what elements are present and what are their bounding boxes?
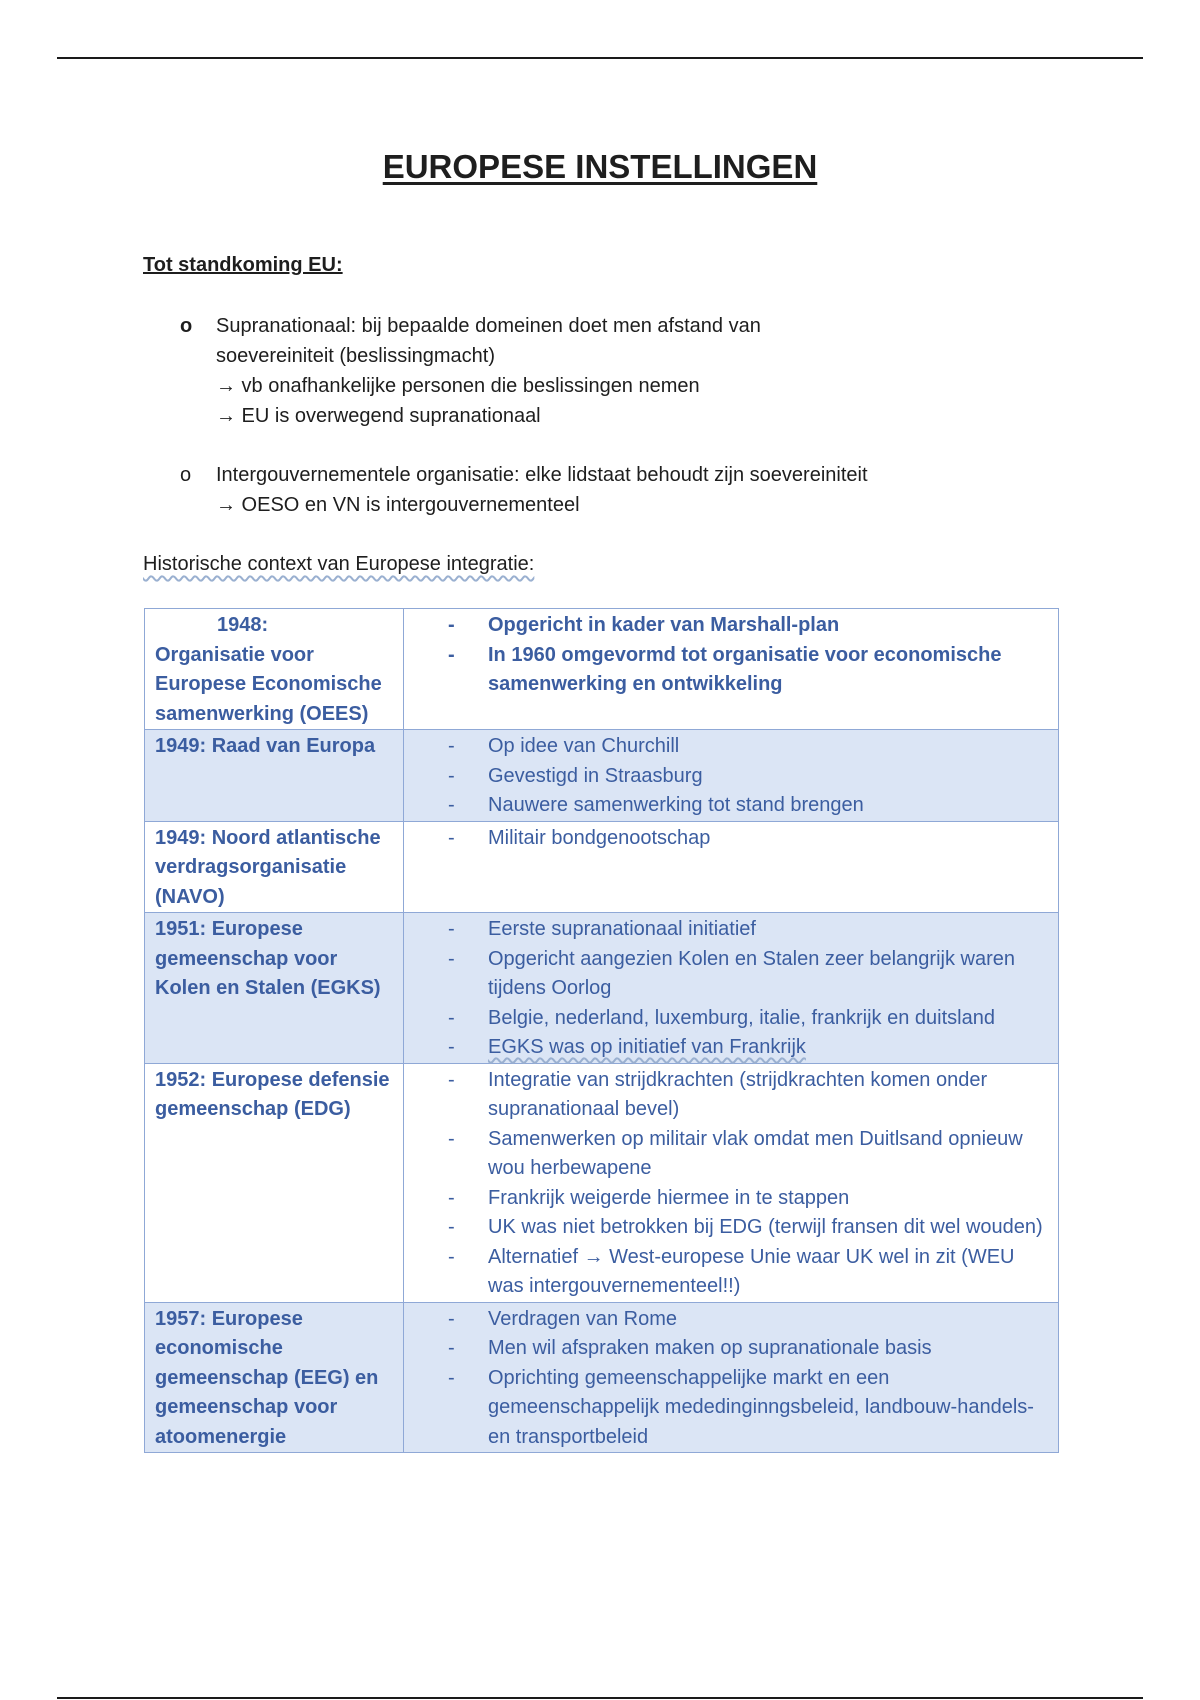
item-text: Samenwerken op militair vlak omdat men Duitlsand opnieuw wou herbewapene [488, 1127, 1023, 1179]
section-heading-historische-context: Historische context van Europese integratie: [143, 553, 535, 575]
row-details [404, 821, 1059, 913]
row-label: 1951: Europese gemeenschap voor Kolen en Stalen (EGKS) [145, 913, 404, 1064]
row-name: Organisatie voor Europese Economische samenwerking (OEES) [155, 643, 382, 725]
row-details [404, 730, 1059, 822]
list-item [404, 732, 1048, 762]
dash-marker: - [448, 764, 455, 787]
item-text: Integratie van strijdkrachten (strijdkrachten komen onder supranationaal bevel) [488, 1068, 988, 1120]
dash-marker: - [448, 1186, 455, 1209]
list-item [404, 1334, 1048, 1364]
item-text: UK was niet betrokken bij EDG (terwijl fransen dit wel wouden) [488, 1216, 1043, 1238]
item-text: Militair bondgenootschap [488, 826, 711, 849]
dash-marker: - [448, 614, 455, 636]
list-item [404, 641, 1048, 700]
section-heading-tot-standkoming: Tot standkoming EU: [143, 254, 343, 276]
item-text: Verdragen van Rome [488, 1307, 678, 1330]
item-text: Oprichting gemeenschappelijke markt en een gemeenschappelijk mededinginngsbeleid, landbouw-handels- en transportbeleid [488, 1366, 1034, 1448]
item-text: Alternatief → West-europese Unie waar UK wel in zit (WEU was intergouvernementeel!!) [488, 1245, 1015, 1297]
dash-marker: - [448, 1337, 455, 1359]
table-row [145, 913, 1059, 1064]
bullet-line: → vb onafhankelijke personen die beslissingen nemen [216, 375, 700, 397]
bullet-line: Intergouvernementele organisatie: elke lidstaat behoudt zijn soevereiniteit [216, 464, 868, 486]
dash-marker: - [448, 826, 455, 849]
row-details [404, 1302, 1059, 1453]
list-item [404, 945, 1048, 1004]
item-text: Belgie, nederland, luxemburg, italie, frankrijk en duitsland [488, 1006, 995, 1029]
bullet-marker: o [180, 315, 193, 337]
dash-marker: - [448, 1366, 455, 1389]
list-item [404, 1243, 1048, 1302]
dash-marker: - [448, 1127, 455, 1150]
dash-marker: - [448, 947, 455, 970]
list-item [404, 1033, 1048, 1063]
top-rule [57, 57, 1143, 59]
dash-marker: - [448, 735, 455, 757]
list-item [404, 762, 1048, 792]
dash-marker: - [448, 794, 455, 816]
table-row [145, 821, 1059, 913]
item-text: Men wil afspraken maken op supranationale basis [488, 1337, 932, 1359]
bullet-line: → OESO en VN is intergouvernementeel [216, 494, 580, 516]
list-item [404, 915, 1048, 945]
row-label: 1952: Europese defensie gemeenschap (EDG) [145, 1063, 404, 1302]
item-text: Opgericht in kader van Marshall-plan [488, 614, 840, 636]
item-text: Opgericht aangezien Kolen en Stalen zeer belangrijk waren tijdens Oorlog [488, 947, 1016, 999]
item-text: Eerste supranationaal initiatief [488, 918, 756, 940]
table-row [145, 609, 1059, 730]
list-item [404, 1213, 1048, 1243]
row-details [404, 913, 1059, 1064]
item-text: Nauwere samenwerking tot stand brengen [488, 794, 864, 816]
table-row [145, 1302, 1059, 1453]
list-item [404, 791, 1048, 821]
list-item [404, 1066, 1048, 1125]
dash-marker: - [448, 1307, 455, 1330]
row-label: 1949: Raad van Europa [145, 730, 404, 822]
list-item [404, 824, 1048, 854]
dash-marker: - [448, 643, 455, 666]
item-text: EGKS was op initiatief van Frankrijk [488, 1036, 806, 1058]
page-title: EUROPESE INSTELLINGEN [382, 148, 818, 185]
dash-marker: - [448, 1068, 455, 1091]
bullet-line: soevereiniteit (beslissingmacht) [216, 345, 496, 367]
list-item [404, 1305, 1048, 1335]
list-item [404, 1364, 1048, 1453]
item-text: In 1960 omgevormd tot organisatie voor economische samenwerking en ontwikkeling [488, 643, 1002, 695]
list-item [404, 611, 1048, 641]
table-row [145, 730, 1059, 822]
row-details [404, 609, 1059, 730]
table-row [145, 1063, 1059, 1302]
history-table [144, 608, 1059, 1453]
row-year: 1948: [217, 614, 269, 636]
dash-marker: - [448, 918, 455, 940]
bullet-line: → EU is overwegend supranationaal [216, 405, 541, 427]
list-item [404, 1004, 1048, 1034]
item-text: Op idee van Churchill [488, 735, 680, 757]
list-item [404, 1125, 1048, 1184]
row-label: 1957: Europese economische gemeenschap (EEG) en gemeenschap voor atoomenergie [145, 1302, 404, 1453]
dash-marker: - [448, 1216, 455, 1238]
list-item [404, 1184, 1048, 1214]
dash-marker: - [448, 1006, 455, 1029]
item-text: Frankrijk weigerde hiermee in te stappen [488, 1186, 850, 1209]
bullet-intergouvernementeel [180, 460, 868, 520]
bullet-supranationaal [180, 311, 761, 431]
bullet-line: Supranationaal: bij bepaalde domeinen doet men afstand van [216, 315, 761, 337]
row-details [404, 1063, 1059, 1302]
row-label: 1949: Noord atlantische verdragsorganisatie (NAVO) [145, 821, 404, 913]
item-text: Gevestigd in Straasburg [488, 764, 703, 787]
bottom-rule [57, 1697, 1143, 1699]
bullet-marker: o [180, 464, 192, 486]
dash-marker: - [448, 1036, 455, 1058]
row-label [145, 609, 404, 730]
dash-marker: - [448, 1245, 455, 1268]
